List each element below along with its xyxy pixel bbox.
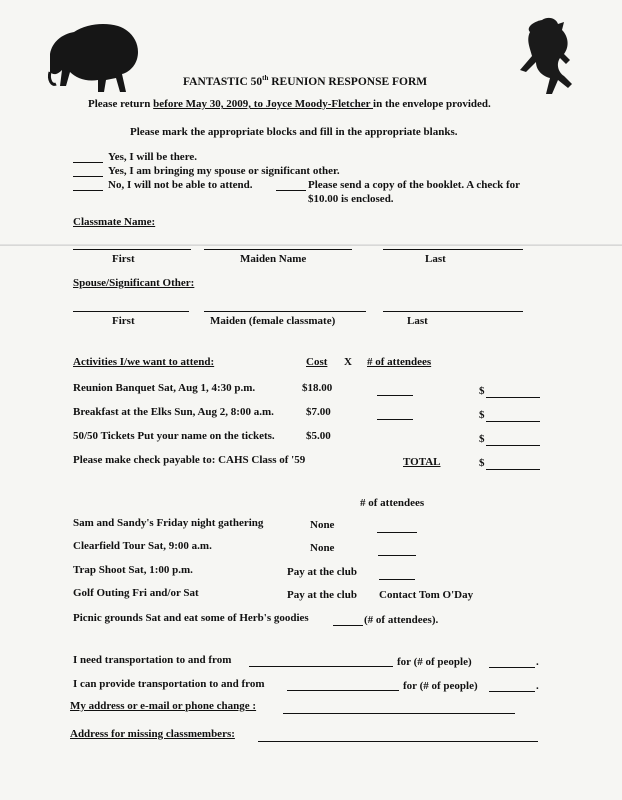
activity-cost: $7.00	[306, 406, 331, 418]
event-name: Trap Shoot Sat, 1:00 p.m.	[73, 564, 193, 576]
tickets-amount-field[interactable]	[486, 445, 540, 446]
classmate-first-field[interactable]	[73, 249, 191, 250]
provide-people-label: for (# of people)	[403, 680, 478, 692]
need-people-field[interactable]	[489, 667, 535, 668]
provide-transport-label: I can provide transportation to and from	[73, 678, 265, 690]
classmate-last-field[interactable]	[383, 249, 523, 250]
mustang-logo	[512, 14, 582, 100]
bringing-spouse-checkbox[interactable]	[73, 176, 103, 177]
classmate-maiden-field[interactable]	[204, 249, 352, 250]
event-name: Sam and Sandy's Friday night gathering	[73, 517, 264, 529]
missing-address-field[interactable]	[258, 741, 538, 742]
total-label: TOTAL	[403, 456, 441, 468]
breakfast-amount-field[interactable]	[486, 421, 540, 422]
booklet-label: Please send a copy of the booklet. A check for	[308, 179, 521, 191]
address-change-label: My address or e-mail or phone change :	[70, 700, 257, 712]
attend-no-label: No, I will not be able to attend.	[108, 179, 253, 191]
bringing-spouse-label: Yes, I am bringing my spouse or significant other.	[108, 165, 340, 177]
total-dollar-sign: $	[479, 457, 485, 469]
activity-cost: $5.00	[306, 430, 331, 442]
picnic-text: Picnic grounds Sat and eat some of Herb's goodies	[73, 612, 309, 624]
banquet-attendees-field[interactable]	[377, 395, 413, 396]
event-name: Golf Outing Fri and/or Sat	[73, 587, 199, 599]
events-attendees-header: # of attendees	[360, 497, 425, 509]
spouse-last-label: Last	[407, 315, 428, 327]
banquet-amount-field[interactable]	[486, 397, 540, 398]
provide-people-field[interactable]	[489, 691, 535, 692]
dollar-sign: $	[479, 409, 485, 421]
provide-transport-field[interactable]	[287, 690, 399, 691]
dollar-sign: $	[479, 433, 485, 445]
address-change-field[interactable]	[283, 713, 515, 714]
attendees-header: # of attendees	[367, 356, 432, 368]
classmate-maiden-label: Maiden Name	[240, 253, 307, 265]
spouse-maiden-label: Maiden (female classmate)	[210, 315, 336, 327]
spouse-last-field[interactable]	[383, 311, 523, 312]
payable-note: Please make check payable to: CAHS Class of '59	[73, 454, 306, 466]
tour-attendees-field[interactable]	[378, 555, 416, 556]
cost-header: Cost	[306, 356, 328, 368]
period: .	[536, 656, 539, 668]
form-title: FANTASTIC 50th REUNION RESPONSE FORM	[183, 74, 428, 88]
classmate-last-label: Last	[425, 253, 446, 265]
picnic-attendees-field[interactable]	[333, 625, 363, 626]
activity-name: 50/50 Tickets Put your name on the tickets.	[73, 430, 275, 442]
event-cost: None	[310, 519, 335, 531]
missing-address-label: Address for missing classmembers:	[70, 728, 235, 740]
need-people-label: for (# of people)	[397, 656, 472, 668]
event-contact: Contact Tom O'Day	[379, 589, 474, 601]
event-name: Clearfield Tour Sat, 9:00 a.m.	[73, 540, 212, 552]
need-transport-label: I need transportation to and from	[73, 654, 232, 666]
trapshoot-attendees-field[interactable]	[379, 579, 415, 580]
spouse-heading: Spouse/Significant Other:	[73, 277, 195, 289]
period: .	[536, 680, 539, 692]
need-transport-field[interactable]	[249, 666, 393, 667]
spouse-first-field[interactable]	[73, 311, 189, 312]
spouse-maiden-field[interactable]	[204, 311, 366, 312]
attend-yes-checkbox[interactable]	[73, 162, 103, 163]
dollar-sign: $	[479, 385, 485, 397]
total-amount-field[interactable]	[486, 469, 540, 470]
classmate-first-label: First	[112, 253, 135, 265]
activity-cost: $18.00	[302, 382, 333, 394]
activity-name: Reunion Banquet Sat, Aug 1, 4:30 p.m.	[73, 382, 256, 394]
event-cost: None	[310, 542, 335, 554]
spouse-first-label: First	[112, 315, 135, 327]
breakfast-attendees-field[interactable]	[377, 419, 413, 420]
activities-heading: Activities I/we want to attend:	[73, 356, 215, 368]
event-cost: Pay at the club	[287, 566, 357, 578]
booklet-label-2: $10.00 is enclosed.	[308, 193, 394, 205]
booklet-checkbox[interactable]	[276, 190, 306, 191]
attend-no-checkbox[interactable]	[73, 190, 103, 191]
bison-logo	[46, 20, 140, 102]
form-instructions: Please mark the appropriate blocks and fill in the appropriate blanks.	[130, 126, 458, 138]
event-cost: Pay at the club	[287, 589, 357, 601]
attend-yes-label: Yes, I will be there.	[108, 151, 198, 163]
gathering-attendees-field[interactable]	[377, 532, 417, 533]
multiply-header: X	[344, 356, 352, 368]
classmate-heading: Classmate Name:	[73, 216, 156, 228]
return-instruction: Please return before May 30, 2009, to Joyce Moody-Fletcher in the envelope provided.	[88, 98, 491, 110]
fold-line	[0, 244, 622, 246]
picnic-suffix: (# of attendees).	[364, 614, 439, 626]
activity-name: Breakfast at the Elks Sun, Aug 2, 8:00 a.m.	[73, 406, 274, 418]
